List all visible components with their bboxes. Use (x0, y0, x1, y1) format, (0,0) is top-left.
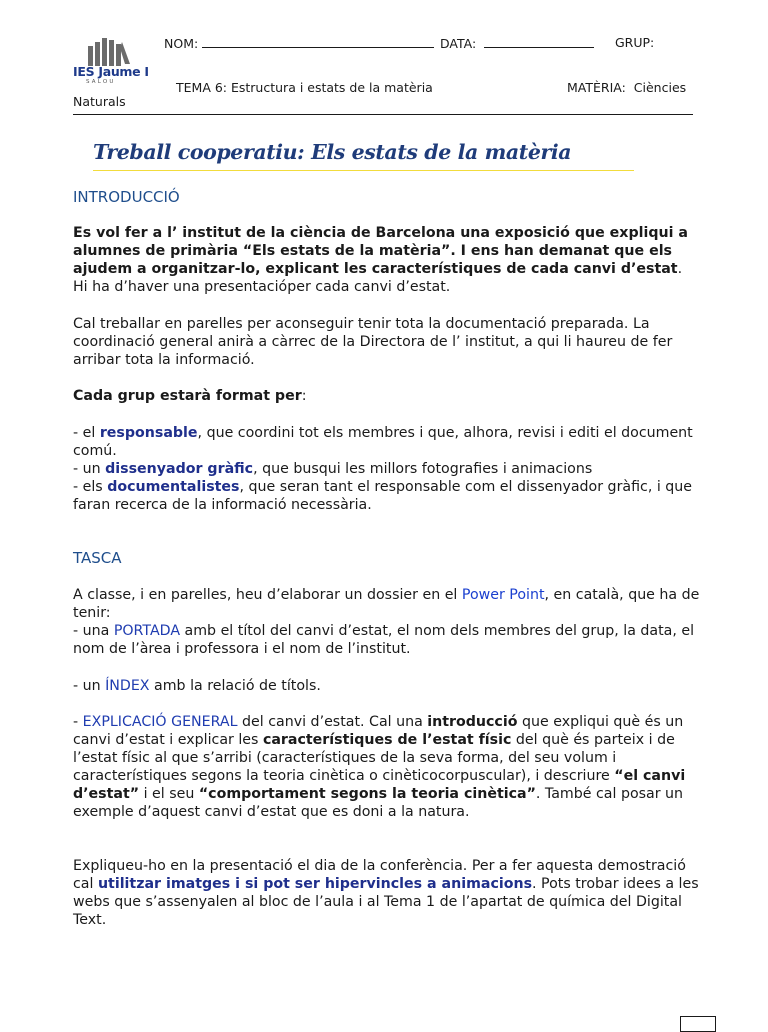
page-title: Treball cooperatiu: Els estats de la matèria (93, 140, 572, 164)
role2-description: , que busqui les millors fotografies i animacions (253, 461, 593, 477)
role3-prefix: - els (73, 479, 108, 495)
header-divider (73, 114, 693, 115)
tema-line: TEMA 6: Estructura i estats de la matèria (176, 80, 433, 95)
portada-label: PORTADA (113, 623, 181, 639)
data-field (440, 35, 594, 51)
final-text-c: . Pots trobar idees a les webs que s’assenyalen al bloc de l’aula i al Tema 1 de l’apartat de química del Digital Text. (73, 876, 699, 928)
data-blank-line (484, 35, 594, 48)
role1-prefix: - el (73, 425, 100, 441)
role1-description: , que coordini tot els membres i que, alhora, revisi i editi el document comú. (73, 425, 693, 459)
materia-value: Ciències (633, 80, 687, 95)
roles-list (73, 424, 701, 514)
group-format-colon: : (301, 388, 307, 404)
materia-field (567, 80, 686, 95)
role-item-dissenyador (73, 460, 701, 478)
group-format-bold: Cada grup estarà format per (73, 388, 302, 404)
nom-label: NOM: (164, 36, 199, 51)
explicacio-bold-introduccio: introducció (427, 714, 518, 730)
explicacio-text-f: . També cal posar un exemple d’aquest canvi d’estat que es doni a la natura. (73, 786, 684, 820)
tasca-intro-text-cont: , en català, que ha de tenir: (73, 587, 700, 621)
intro-rest-text: . Hi ha d’haver una presentacióper cada canvi d’estat. (73, 261, 683, 295)
title-underline (93, 170, 634, 171)
explicacio-text-a: del canvi d’estat. Cal una (237, 714, 428, 730)
explicacio-text-d: del què és parteix i de l’estat físic al que s’arribi (característiques de la seva forma, del seu volum i característiques segons la teoria cinètica o cinèticocorpuscular), i descriure (73, 732, 675, 784)
role-item-responsable (73, 424, 701, 460)
explicacio-label: EXPLICACIÓ GENERAL (82, 714, 238, 730)
explicacio-text-e: i el seu (139, 786, 199, 802)
school-logo-subtext: SALOU (86, 79, 116, 85)
data-label: DATA: (440, 36, 477, 51)
explicacio-item (73, 713, 701, 821)
coordination-paragraph: Cal treballar en parelles per aconseguir tenir tota la documentació preparada. La coordinació general anirà a càrrec de la Directora de l’ institut, a qui li haureu de fer arribar tota la informació. (73, 316, 673, 368)
final-paragraph (73, 857, 701, 929)
school-logo-icon (86, 36, 132, 66)
explicacio-bold-caracteristiques: característiques de l’estat físic (262, 732, 512, 748)
page-corner-box (680, 1016, 716, 1032)
index-description: amb la relació de títols. (149, 678, 321, 694)
role1-name: responsable (99, 425, 198, 441)
section-heading-introduccio: INTRODUCCIÓ (73, 188, 180, 206)
nom-blank-line (202, 35, 434, 48)
school-logo-text: IES Jaume I (73, 64, 149, 79)
portada-description: amb el títol del canvi d’estat, el nom dels membres del grup, la data, el nom de l’àrea i professora i el nom de l’institut. (73, 623, 695, 657)
intro-bold-text: Es vol fer a l’ institut de la ciència de Barcelona una exposició que expliqui a alumnes de primària “Els estats de la matèria”. I ens han demanat que els ajudem a organitzar-lo, explicant les característiques de cada canvi d’estat (73, 225, 688, 277)
explicacio-bold-canvi: “el canvi d’estat” (73, 768, 686, 802)
explicacio-text-c: que expliqui què és un canvi d’estat i explicar les (73, 714, 684, 748)
explicacio-prefix: - (73, 714, 83, 730)
role3-name: documentalistes (107, 479, 240, 495)
materia-label: MATÈRIA: (567, 80, 626, 95)
tasca-intro-text: A classe, i en parelles, heu d’elaborar un dossier en el (73, 587, 462, 603)
grup-label: GRUP: (615, 35, 655, 50)
role-item-documentalistes (73, 478, 701, 514)
role2-prefix: - un (73, 461, 106, 477)
role3-description: , que seran tant el responsable com el dissenyador gràfic, i que faran recerca de la informació necessària. (73, 479, 693, 513)
index-item (73, 677, 701, 695)
role2-name: dissenyador gràfic (105, 461, 254, 477)
index-prefix: - un (73, 678, 106, 694)
explicacio-bold-comportament: “comportament segons la teoria cinètica” (198, 786, 536, 802)
group-format-line (73, 387, 701, 405)
final-bold-imatges: utilitzar imatges i si pot ser hipervincles a animacions (97, 876, 533, 892)
power-point-link[interactable]: Power Point (461, 587, 545, 603)
index-label: ÍNDEX (105, 678, 150, 694)
tasca-paragraph (73, 586, 701, 658)
intro-paragraph (73, 224, 701, 296)
portada-prefix: - una (73, 623, 114, 639)
nom-field (164, 35, 434, 51)
final-text-a: Expliqueu-ho en la presentació el dia de la conferència. Per a fer aquesta demostració cal (73, 858, 686, 892)
section-heading-tasca: TASCA (73, 549, 122, 567)
materia-value-continued: Naturals (73, 94, 126, 109)
